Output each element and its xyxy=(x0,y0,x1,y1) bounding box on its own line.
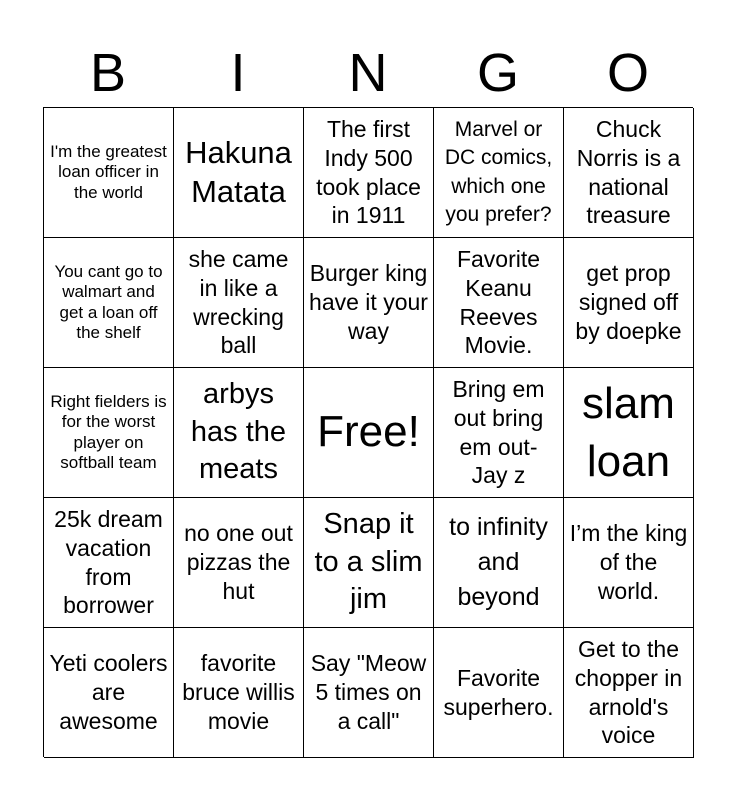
bingo-cell[interactable]: The first Indy 500 took place in 1911 xyxy=(304,108,434,238)
bingo-cell[interactable]: slam loan xyxy=(564,368,694,498)
bingo-cell[interactable]: I’m the king of the world. xyxy=(564,498,694,628)
bingo-cell[interactable]: to infinity and beyond xyxy=(434,498,564,628)
bingo-cell[interactable]: Chuck Norris is a national treasure xyxy=(564,108,694,238)
header-letter-g: G xyxy=(476,43,519,103)
bingo-cell[interactable]: Right fielders is for the worst player on softball team xyxy=(44,368,174,498)
header-letter-o: O xyxy=(606,43,649,103)
bingo-cell[interactable]: get prop signed off by doepke xyxy=(564,238,694,368)
header-letter-n: N xyxy=(348,43,388,103)
bingo-cell[interactable]: Favorite Keanu Reeves Movie. xyxy=(434,238,564,368)
bingo-cell[interactable]: no one out pizzas the hut xyxy=(174,498,304,628)
bingo-cell[interactable]: arbys has the meats xyxy=(174,368,304,498)
header-letter-b: B xyxy=(89,43,127,103)
bingo-cell[interactable]: 25k dream vacation from borrower xyxy=(44,498,174,628)
bingo-cell[interactable]: Get to the chopper in arnold's voice xyxy=(564,628,694,758)
bingo-cell[interactable]: Snap it to a slim jim xyxy=(304,498,434,628)
bingo-cell[interactable]: I'm the greatest loan officer in the world xyxy=(44,108,174,238)
bingo-cell[interactable]: Hakuna Matata xyxy=(174,108,304,238)
bingo-cell[interactable]: favorite bruce willis movie xyxy=(174,628,304,758)
header-letter-i: I xyxy=(230,43,246,103)
bingo-cell[interactable]: Say "Meow 5 times on a call" xyxy=(304,628,434,758)
free-space-cell[interactable]: Free! xyxy=(304,368,434,498)
bingo-header xyxy=(43,40,693,106)
bingo-cell[interactable]: Favorite superhero. xyxy=(434,628,564,758)
bingo-cell[interactable]: You cant go to walmart and get a loan off the shelf xyxy=(44,238,174,368)
bingo-cell[interactable]: Marvel or DC comics, which one you prefer? xyxy=(434,108,564,238)
bingo-cell[interactable]: Bring em out bring em out- Jay z xyxy=(434,368,564,498)
bingo-cell[interactable]: Yeti coolers are awesome xyxy=(44,628,174,758)
bingo-cell[interactable]: Burger king have it your way xyxy=(304,238,434,368)
bingo-cell[interactable]: she came in like a wrecking ball xyxy=(174,238,304,368)
bingo-board xyxy=(43,107,693,757)
